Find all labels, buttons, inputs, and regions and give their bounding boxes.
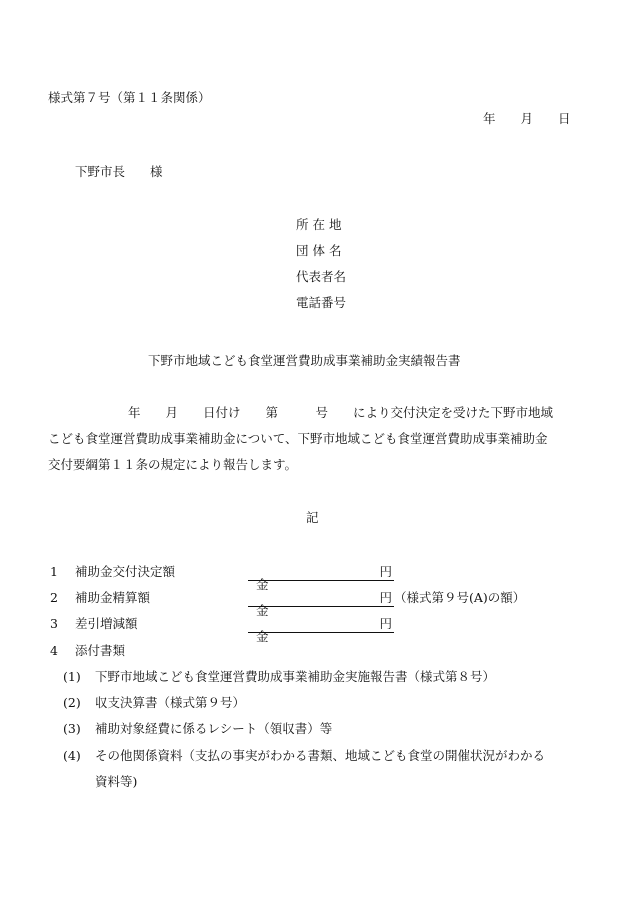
kin-label: 金 bbox=[255, 628, 269, 644]
amount-field bbox=[248, 564, 394, 592]
date-line: 年 月 日 bbox=[483, 111, 571, 126]
item-number: 3 bbox=[50, 616, 58, 631]
applicant-organization-label: 団 体 名 bbox=[296, 243, 342, 258]
applicant-address-label: 所 在 地 bbox=[296, 217, 342, 232]
item-note: （様式第９号(A)の額） bbox=[394, 590, 526, 605]
attachment-text: 収支決算書（様式第９号） bbox=[95, 695, 246, 710]
attachment-text: 補助対象経費に係るレシート（領収書）等 bbox=[95, 721, 333, 736]
attachment-number: (2) bbox=[63, 695, 81, 710]
item-label: 補助金精算額 bbox=[75, 590, 151, 605]
amount-field bbox=[248, 590, 394, 618]
body-line-1: 年 月 日付け 第 号 により交付決定を受けた下野市地域 bbox=[128, 405, 554, 420]
attachment-text: その他関係資料（支払の事実がわかる書類、地域こども食堂の開催状況がわかる bbox=[95, 748, 546, 763]
applicant-phone-label: 電話番号 bbox=[296, 295, 347, 310]
item-number: 1 bbox=[50, 564, 58, 579]
attachment-number: (3) bbox=[63, 721, 81, 736]
item-label: 差引増減額 bbox=[75, 616, 138, 631]
body-line-2: こども食堂運営費助成事業補助金について、下野市地域こども食堂運営費助成事業補助金 bbox=[48, 431, 548, 446]
kin-label: 金 bbox=[255, 602, 269, 618]
body-line-3: 交付要綱第１１条の規定により報告します。 bbox=[48, 457, 298, 472]
form-number: 様式第７号（第１１条関係） bbox=[48, 90, 211, 105]
yen-label: 円 bbox=[379, 616, 392, 631]
yen-label: 円 bbox=[379, 564, 392, 579]
item-number: 2 bbox=[50, 590, 58, 605]
attachment-number: (4) bbox=[63, 748, 81, 763]
ki-heading: 記 bbox=[306, 510, 319, 525]
yen-label: 円 bbox=[379, 590, 392, 605]
attachments-heading: 添付書類 bbox=[75, 643, 126, 658]
attachment-text: 下野市地域こども食堂運営費助成事業補助金実施報告書（様式第８号） bbox=[95, 669, 496, 684]
amount-field bbox=[248, 616, 394, 644]
kin-label: 金 bbox=[255, 576, 269, 592]
attachment-number: (1) bbox=[63, 669, 81, 684]
addressee: 下野市長 様 bbox=[75, 164, 163, 179]
applicant-representative-label: 代表者名 bbox=[296, 269, 347, 284]
document-title: 下野市地域こども食堂運営費助成事業補助金実績報告書 bbox=[148, 353, 461, 368]
item-label: 補助金交付決定額 bbox=[75, 564, 176, 579]
item-number: 4 bbox=[50, 643, 58, 658]
attachment-text-continued: 資料等) bbox=[95, 774, 138, 789]
